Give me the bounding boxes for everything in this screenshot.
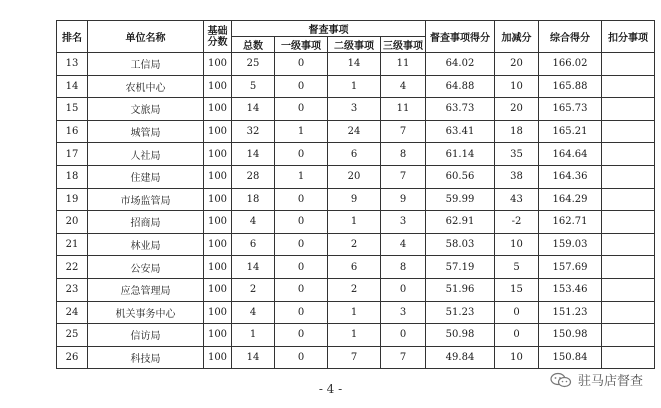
header-level3: 三级事项	[381, 37, 426, 53]
cell-base-score: 100	[204, 188, 232, 211]
cell-rank: 23	[57, 278, 88, 301]
cell-deduction	[602, 346, 655, 369]
cell-deduction	[602, 120, 655, 143]
cell-level2: 6	[328, 143, 381, 166]
cell-level3: 9	[381, 188, 426, 211]
cell-base-score: 100	[204, 256, 232, 279]
cell-rank: 13	[57, 53, 88, 76]
cell-total: 14	[232, 256, 275, 279]
cell-adjustment: 0	[495, 324, 539, 347]
cell-base-score: 100	[204, 346, 232, 369]
cell-level1: 0	[275, 143, 328, 166]
cell-level2: 6	[328, 256, 381, 279]
header-level1: 一级事项	[275, 37, 328, 53]
cell-base-score: 100	[204, 211, 232, 234]
cell-adjustment: 38	[495, 165, 539, 188]
cell-level2: 1	[328, 324, 381, 347]
cell-level1: 0	[275, 188, 328, 211]
cell-rank: 21	[57, 233, 88, 256]
cell-level1: 0	[275, 346, 328, 369]
watermark	[550, 370, 643, 389]
header-adjustment: 加减分	[495, 21, 539, 53]
cell-total: 6	[232, 233, 275, 256]
cell-unit-name: 信访局	[88, 324, 204, 347]
table-row	[57, 278, 655, 301]
table-row	[57, 165, 655, 188]
cell-adjustment: 18	[495, 120, 539, 143]
cell-level2: 2	[328, 233, 381, 256]
cell-level1: 1	[275, 120, 328, 143]
cell-level2: 9	[328, 188, 381, 211]
cell-item-score: 63.73	[426, 98, 495, 121]
cell-total: 14	[232, 346, 275, 369]
cell-level3: 8	[381, 143, 426, 166]
cell-item-score: 57.19	[426, 256, 495, 279]
cell-level3: 0	[381, 324, 426, 347]
cell-level3: 7	[381, 165, 426, 188]
cell-rank: 14	[57, 75, 88, 98]
cell-composite: 153.46	[539, 278, 602, 301]
cell-level3: 7	[381, 346, 426, 369]
cell-composite: 165.73	[539, 98, 602, 121]
cell-rank: 16	[57, 120, 88, 143]
cell-composite: 150.84	[539, 346, 602, 369]
table-row	[57, 324, 655, 347]
cell-deduction	[602, 211, 655, 234]
cell-level2: 1	[328, 301, 381, 324]
cell-base-score: 100	[204, 120, 232, 143]
header-supervision-items: 督查事项	[232, 21, 426, 37]
cell-level3: 4	[381, 233, 426, 256]
table-row	[57, 346, 655, 369]
cell-unit-name: 应急管理局	[88, 278, 204, 301]
header-base-score: 基础分数	[204, 21, 232, 53]
cell-level1: 0	[275, 233, 328, 256]
cell-deduction	[602, 278, 655, 301]
cell-unit-name: 公安局	[88, 256, 204, 279]
cell-level1: 0	[275, 256, 328, 279]
cell-level1: 0	[275, 75, 328, 98]
cell-composite: 164.29	[539, 188, 602, 211]
cell-level3: 3	[381, 301, 426, 324]
cell-adjustment: 20	[495, 98, 539, 121]
cell-total: 14	[232, 143, 275, 166]
cell-base-score: 100	[204, 278, 232, 301]
cell-total: 2	[232, 278, 275, 301]
header-total: 总数	[232, 37, 275, 53]
cell-deduction	[602, 233, 655, 256]
cell-rank: 18	[57, 165, 88, 188]
cell-adjustment: 10	[495, 346, 539, 369]
cell-rank: 20	[57, 211, 88, 234]
cell-level2: 1	[328, 211, 381, 234]
cell-rank: 22	[57, 256, 88, 279]
cell-adjustment: -2	[495, 211, 539, 234]
cell-base-score: 100	[204, 98, 232, 121]
page-number: - 4 -	[318, 382, 343, 396]
cell-level2: 24	[328, 120, 381, 143]
cell-item-score: 61.14	[426, 143, 495, 166]
cell-composite: 164.64	[539, 143, 602, 166]
cell-deduction	[602, 75, 655, 98]
cell-composite: 166.02	[539, 53, 602, 76]
cell-adjustment: 5	[495, 256, 539, 279]
table-row	[57, 211, 655, 234]
cell-level1: 0	[275, 301, 328, 324]
cell-deduction	[602, 301, 655, 324]
table-row	[57, 53, 655, 76]
cell-composite: 165.88	[539, 75, 602, 98]
header-deduction-items: 扣分事项	[602, 21, 655, 53]
cell-unit-name: 住建局	[88, 165, 204, 188]
cell-item-score: 59.99	[426, 188, 495, 211]
cell-level2: 7	[328, 346, 381, 369]
cell-item-score: 49.84	[426, 346, 495, 369]
cell-unit-name: 林业局	[88, 233, 204, 256]
table-row	[57, 75, 655, 98]
cell-level2: 14	[328, 53, 381, 76]
cell-composite: 157.69	[539, 256, 602, 279]
cell-level2: 20	[328, 165, 381, 188]
watermark-text: 驻马店督查	[577, 374, 643, 389]
cell-base-score: 100	[204, 75, 232, 98]
cell-item-score: 51.96	[426, 278, 495, 301]
cell-total: 18	[232, 188, 275, 211]
wechat-icon	[550, 372, 572, 388]
cell-total: 25	[232, 53, 275, 76]
cell-total: 28	[232, 165, 275, 188]
cell-base-score: 100	[204, 53, 232, 76]
cell-unit-name: 科技局	[88, 346, 204, 369]
cell-level1: 0	[275, 324, 328, 347]
cell-deduction	[602, 256, 655, 279]
header-rank: 排名	[57, 21, 88, 53]
cell-item-score: 58.03	[426, 233, 495, 256]
table-row	[57, 98, 655, 121]
cell-unit-name: 招商局	[88, 211, 204, 234]
cell-total: 14	[232, 98, 275, 121]
table-body	[57, 53, 655, 369]
cell-unit-name: 文旅局	[88, 98, 204, 121]
cell-adjustment: 35	[495, 143, 539, 166]
cell-level1: 1	[275, 165, 328, 188]
cell-composite: 165.21	[539, 120, 602, 143]
cell-composite: 164.36	[539, 165, 602, 188]
cell-level3: 8	[381, 256, 426, 279]
cell-composite: 162.71	[539, 211, 602, 234]
cell-unit-name: 农机中心	[88, 75, 204, 98]
header-level2: 二级事项	[328, 37, 381, 53]
cell-level2: 1	[328, 75, 381, 98]
cell-base-score: 100	[204, 324, 232, 347]
cell-level2: 2	[328, 278, 381, 301]
cell-rank: 26	[57, 346, 88, 369]
cell-level3: 7	[381, 120, 426, 143]
cell-rank: 15	[57, 98, 88, 121]
header-composite: 综合得分	[539, 21, 602, 53]
cell-deduction	[602, 143, 655, 166]
header-unit-name: 单位名称	[88, 21, 204, 53]
cell-level1: 0	[275, 211, 328, 234]
cell-deduction	[602, 188, 655, 211]
cell-unit-name: 市场监管局	[88, 188, 204, 211]
cell-total: 32	[232, 120, 275, 143]
cell-deduction	[602, 165, 655, 188]
cell-base-score: 100	[204, 301, 232, 324]
cell-item-score: 60.56	[426, 165, 495, 188]
table-row	[57, 188, 655, 211]
cell-base-score: 100	[204, 233, 232, 256]
cell-adjustment: 10	[495, 233, 539, 256]
cell-composite: 150.98	[539, 324, 602, 347]
cell-item-score: 64.88	[426, 75, 495, 98]
cell-level3: 11	[381, 53, 426, 76]
cell-base-score: 100	[204, 143, 232, 166]
cell-total: 4	[232, 301, 275, 324]
table-row	[57, 256, 655, 279]
table-row	[57, 143, 655, 166]
table-row	[57, 233, 655, 256]
cell-unit-name: 机关事务中心	[88, 301, 204, 324]
cell-level3: 3	[381, 211, 426, 234]
cell-level3: 11	[381, 98, 426, 121]
cell-unit-name: 人社局	[88, 143, 204, 166]
cell-composite: 159.03	[539, 233, 602, 256]
cell-unit-name: 工信局	[88, 53, 204, 76]
cell-rank: 24	[57, 301, 88, 324]
cell-level1: 0	[275, 53, 328, 76]
cell-adjustment: 0	[495, 301, 539, 324]
header-item-score: 督查事项得分	[426, 21, 495, 53]
cell-total: 1	[232, 324, 275, 347]
cell-level3: 0	[381, 278, 426, 301]
cell-base-score: 100	[204, 165, 232, 188]
cell-total: 5	[232, 75, 275, 98]
cell-item-score: 64.02	[426, 53, 495, 76]
cell-rank: 19	[57, 188, 88, 211]
cell-rank: 17	[57, 143, 88, 166]
cell-level1: 0	[275, 98, 328, 121]
cell-adjustment: 15	[495, 278, 539, 301]
cell-item-score: 51.23	[426, 301, 495, 324]
cell-item-score: 50.98	[426, 324, 495, 347]
cell-item-score: 62.91	[426, 211, 495, 234]
table-row	[57, 301, 655, 324]
cell-total: 4	[232, 211, 275, 234]
cell-composite: 151.23	[539, 301, 602, 324]
cell-adjustment: 43	[495, 188, 539, 211]
cell-adjustment: 20	[495, 53, 539, 76]
cell-deduction	[602, 53, 655, 76]
cell-level2: 3	[328, 98, 381, 121]
ranking-table	[56, 20, 655, 369]
cell-deduction	[602, 324, 655, 347]
cell-unit-name: 城管局	[88, 120, 204, 143]
cell-level1: 0	[275, 278, 328, 301]
table-row	[57, 120, 655, 143]
cell-level3: 4	[381, 75, 426, 98]
cell-item-score: 63.41	[426, 120, 495, 143]
cell-adjustment: 10	[495, 75, 539, 98]
cell-rank: 25	[57, 324, 88, 347]
cell-deduction	[602, 98, 655, 121]
